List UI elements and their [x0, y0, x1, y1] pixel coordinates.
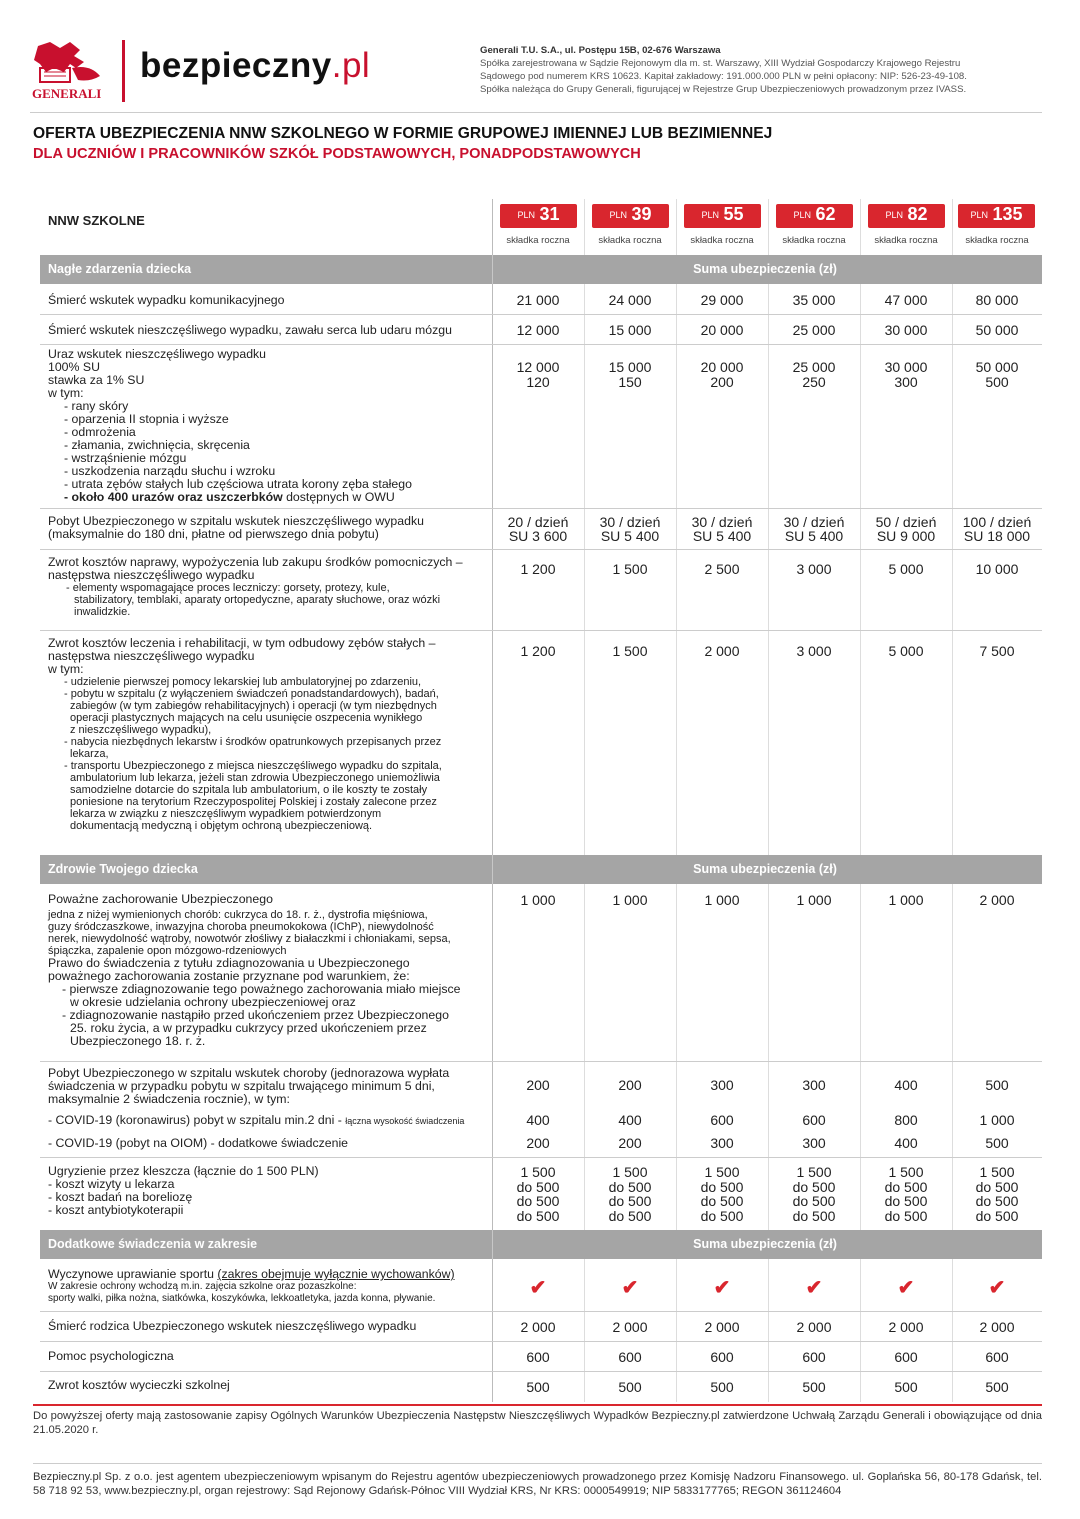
value-cell: 400 [618, 1112, 642, 1128]
row-divider [40, 314, 1042, 315]
offer-subtitle: DLA UCZNIÓW I PRACOWNIKÓW SZKÓŁ PODSTAWOWYCH, PONADPODSTAWOWYCH [33, 146, 641, 162]
row-label: Śmierć rodzica Ubezpieczonego wskutek nieszczęśliwego wypadku [48, 1319, 417, 1333]
row-label: Zwrot kosztów wycieczki szkolnej [48, 1378, 230, 1392]
footer-legal: Bezpieczny.pl Sp. z o.o. jest agentem ubezpieczeniowym wpisanym do Rejestru agentów ubezpieczeniowych prowadzonego przez Komisję Nadzoru Finansowego. ul. Goplańska 56, 80-178 Gdańsk, tel. 58 718 92 53, www.bezpieczny.pl, organ rejestrowy: Sąd Rejonowy Gdańsk-Północ VIII Wydział KRS, Nr KRS: 0000549919; NIP 5833177765; REGON 361124604 [33, 1471, 1042, 1497]
value-cell: 2 000 [704, 643, 740, 659]
value-cell: 21 000 [516, 292, 560, 308]
value-cell: 1 500 do 500 do 500 do 500 [608, 1164, 652, 1224]
value-cell: 25 000 [792, 322, 836, 338]
value-cell: 400 [894, 1135, 918, 1151]
value-cell: 25 000 250 [792, 359, 836, 390]
coverage-table [40, 199, 1042, 1402]
value-cell: 30 / dzień SU 5 400 [691, 514, 753, 544]
logo-divider [122, 40, 125, 102]
value-cell: 500 [985, 1135, 1009, 1151]
row-divider [40, 1311, 1042, 1312]
value-cell: 600 [802, 1112, 826, 1128]
value-cell: 2 000 [979, 1319, 1015, 1335]
value-cell: 1 200 [520, 643, 556, 659]
value-cell: 1 500 do 500 do 500 do 500 [516, 1164, 560, 1224]
plan-price-badge: PLN 82 [868, 204, 945, 228]
value-cell: 1 200 [520, 561, 556, 577]
value-cell: 100 / dzień SU 18 000 [962, 514, 1032, 544]
value-cell: 15 000 [608, 322, 652, 338]
value-cell: 600 [618, 1349, 642, 1365]
plan-sub-label: składka roczna [965, 235, 1029, 246]
value-cell: 35 000 [792, 292, 836, 308]
row-label: Pomoc psychologiczna [48, 1349, 174, 1363]
row-label-injury: Uraz wskutek nieszczęśliwego wypadku 100% SU stawka za 1% SU w tym: - rany skóry - oparzenia II stopnia i wyższe - odmrożenia - złamania, zwichnięcia, skręcenia - wstrząśnienie mózgu - uszkodzenia narządu słuchu i wzroku - utrata zębów stałych lub częściowa utrata korony zęba stałego - około 400 urazów oraz uszczerbków dostępnych w OWU [48, 347, 412, 504]
value-cell: 80 000 [975, 292, 1019, 308]
row-divider [40, 1061, 1042, 1062]
footnote: Do powyższej oferty mają zastosowanie zapisy Ogólnych Warunków Ubezpieczenia Następstw Nieszczęśliwych Wypadków Bezpieczny.pl zatwierdzone Uchwałą Zarządu Generali i obowiązujące od dnia 21.05.2020 r. [33, 1410, 1042, 1436]
value-cell: 20 / dzień SU 3 600 [507, 514, 569, 544]
plan-price-badge: PLN 62 [776, 204, 853, 228]
row-divider [40, 1157, 1042, 1158]
company-info: Generali T.U. S.A., ul. Postępu 15B, 02-676 Warszawa Spółka zarejestrowana w Sądzie Rejonowym dla m. st. Warszawy, XIII Wydział Gospodarczy Krajowego Rejestru Sądowego pod numerem KRS 10623. Kapitał zakładowy: 191.000.000 PLN w pełni opłacony: NIP: 526-23-49-108. Spółka należąca do Grupy Generali, figurującej w Rejestrze Grup Ubezpieczeniowych prowadzonym przez IVASS. [480, 45, 967, 95]
value-cell: 1 500 do 500 do 500 do 500 [792, 1164, 836, 1224]
value-cell: 500 [710, 1379, 734, 1395]
value-cell: 50 / dzień SU 9 000 [875, 514, 937, 544]
brand-logo: bezpieczny.pl [140, 46, 371, 85]
value-cell: 7 500 [979, 643, 1015, 659]
plan-sub-label: składka roczna [690, 235, 754, 246]
check-icon: ✔ [805, 1277, 823, 1299]
footer-divider [33, 1463, 1042, 1464]
offer-title: OFERTA UBEZPIECZENIA NNW SZKOLNEGO W FORMIE GRUPOWEJ IMIENNEJ LUB BEZIMIENNEJ [33, 125, 773, 142]
plan-sub-label: składka roczna [598, 235, 662, 246]
value-cell: 15 000 150 [608, 359, 652, 390]
plan-sub-label: składka roczna [506, 235, 570, 246]
value-cell: 1 000 [704, 892, 740, 908]
nnw-label: NNW SZKOLNE [48, 213, 145, 228]
value-cell: 2 000 [520, 1319, 556, 1335]
row-label: Ugryzienie przez kleszcza (łącznie do 1 500 PLN) - koszt wizyty u lekarza - koszt badań na boreliozę - koszt antybiotykoterapii [48, 1164, 319, 1217]
value-cell: 1 000 [979, 1112, 1015, 1128]
value-cell: 20 000 200 [700, 359, 744, 390]
value-cell: 2 500 [704, 561, 740, 577]
value-cell: 1 500 do 500 do 500 do 500 [884, 1164, 928, 1224]
value-cell: 30 / dzień SU 5 400 [783, 514, 845, 544]
value-cell: 200 [526, 1135, 550, 1151]
value-cell: 29 000 [700, 292, 744, 308]
row-label: Zwrot kosztów leczenia i rehabilitacji, w tym odbudowy zębów stałych – następstwa nieszczęśliwego wypadku w tym: - udzielenie pierwszej pomocy lekarskiej lub ambulatoryjnej po zdarzeniu, - pobytu w szpitalu (z wyłączeniem świadczeń ponadstandardowych), badań, zabiegów (w tym zabiegów rehabilitacyjnych) i operacji (w tym niezbędnych operacji plastycznych mających na celu usunięcie oszpecenia wynikłego z nieszczęśliwego wypadku), - nabycia niezbędnych lekarstw i środków opatrunkowych przepisanych przez lekarza, - transportu Ubezpieczonego z miejsca nieszczęśliwego wypadku do szpitala, ambulatorium lub lekarza, jeżeli stan zdrowia Ubezpieczonego uniemożliwia samodzielne dotarcie do szpitala lub ambulatorium, o ile koszty te zostały poniesione na terytorium Rzeczypospolitej Polskiej i zostały zalecone przez lekarza w związku z nieszczęśliwym wypadkiem potwierdzonym dokumentacją medyczną i objętym ochroną ubezpieczeniową. [48, 636, 442, 832]
value-cell: 1 500 [612, 561, 648, 577]
check-icon: ✔ [529, 1277, 547, 1299]
check-icon: ✔ [621, 1277, 639, 1299]
value-cell: 600 [526, 1349, 550, 1365]
row-divider [40, 630, 1042, 631]
table-bottom-rule [33, 1404, 1042, 1406]
value-cell: 10 000 [975, 561, 1019, 577]
value-cell: 2 000 [704, 1319, 740, 1335]
row-label: Poważne zachorowanie Ubezpieczonego jedna z niżej wymienionych chorób: cukrzyca do 18. r. ż., dystrofia mięśniowa, guzy śródczaszkowe, inwazyjna choroba pneumokokowa (IChP), niewydolność nerek, niewydolność wątroby, nowotwór złośliwy z białaczkmi i chłoniakami, sepsa, śpiączka, zapalenie opon mózgowo-rdzeniowych Prawo do świadczenia z tytułu zdiagnozowania u Ubezpieczonego poważnego zachorowania zostanie przyznane pod warunkiem, że: - pierwsze zdiagnozowanie tego poważnego zachorowania miało miejsce w okresie udzielania ochrony ubezpieczeniowej oraz - zdiagnozowanie nastąpiło przed ukończeniem przez Ubezpieczonego 25. roku życia, a w przypadku cukrzycy przed ukończeniem przez Ubezpieczonego 18. r. ż. [48, 892, 461, 1048]
value-cell: 300 [710, 1077, 734, 1093]
value-cell: 500 [802, 1379, 826, 1395]
row-divider [40, 1371, 1042, 1372]
value-cell: 600 [985, 1349, 1009, 1365]
value-cell: 300 [802, 1077, 826, 1093]
value-cell: 1 500 [612, 643, 648, 659]
value-cell: 50 000 500 [975, 359, 1019, 390]
value-cell: 500 [618, 1379, 642, 1395]
value-cell: 200 [526, 1077, 550, 1093]
row-label: Zwrot kosztów naprawy, wypożyczenia lub zakupu środków pomocniczych – następstwa nieszczęśliwego wypadku - elementy wspomagające proces leczniczy: gorsety, protezy, kule, stabilizatory, temblaki, aparaty ortopedyczne, aparaty słuchowe, oraz wózki inwalidzkie. [48, 555, 463, 618]
row-label: Śmierć wskutek wypadku komunikacyjnego [48, 293, 285, 307]
value-cell: 300 [802, 1135, 826, 1151]
value-cell: 600 [894, 1349, 918, 1365]
value-cell: 30 000 300 [884, 359, 928, 390]
section-band: Nagłe zdarzenia dziecka Suma ubezpieczenia (zł) [40, 255, 1042, 284]
plan-price-badge: PLN 39 [592, 204, 669, 228]
row-label: Pobyt Ubezpieczonego w szpitalu wskutek nieszczęśliwego wypadku (maksymalnie do 180 dni, płatne od pierwszego dnia pobytu) [48, 514, 424, 541]
value-cell: 47 000 [884, 292, 928, 308]
row-label: Śmierć wskutek nieszczęśliwego wypadku, zawału serca lub udaru mózgu [48, 323, 452, 337]
value-cell: 1 000 [796, 892, 832, 908]
value-cell: 12 000 120 [516, 359, 560, 390]
value-cell: 20 000 [700, 322, 744, 338]
value-cell: 2 000 [979, 892, 1015, 908]
value-cell: 500 [985, 1379, 1009, 1395]
value-cell: 600 [710, 1349, 734, 1365]
generali-lion-logo [30, 38, 110, 102]
check-icon: ✔ [897, 1277, 915, 1299]
plan-sub-label: składka roczna [782, 235, 846, 246]
value-cell: 24 000 [608, 292, 652, 308]
value-cell: 2 000 [612, 1319, 648, 1335]
value-cell: 5 000 [888, 643, 924, 659]
value-cell: 800 [894, 1112, 918, 1128]
row-label: Wyczynowe uprawianie sportu (zakres obejmuje wyłącznie wychowanków) W zakresie ochrony wchodzą m.in. zajęcia szkolne oraz pozaszkolne: sporty walki, piłka nożna, siatkówka, koszykówka, lekkoatletyka, jazda konna, pływanie. [48, 1267, 455, 1304]
plan-sub-label: składka roczna [874, 235, 938, 246]
value-cell: 50 000 [975, 322, 1019, 338]
value-cell: 500 [985, 1077, 1009, 1093]
row-divider [40, 344, 1042, 345]
row-label-covid-hospital: - COVID-19 (koronawirus) pobyt w szpitalu min.2 dni - łączna wysokość świadczenia [48, 1113, 465, 1127]
value-cell: 30 / dzień SU 5 400 [599, 514, 661, 544]
row-label-covid-icu: - COVID-19 (pobyt na OIOM) - dodatkowe świadczenie [48, 1136, 349, 1150]
value-cell: 2 000 [796, 1319, 832, 1335]
value-cell: 200 [618, 1077, 642, 1093]
section-band: Dodatkowe świadczenia w zakresie Suma ubezpieczenia (zł) [40, 1230, 1042, 1259]
check-icon: ✔ [713, 1277, 731, 1299]
generali-logo-text: GENERALI [32, 86, 102, 101]
check-icon: ✔ [988, 1277, 1006, 1299]
value-cell: 1 000 [520, 892, 556, 908]
row-divider [40, 549, 1042, 550]
plan-price-badge: PLN 31 [500, 204, 577, 228]
plan-price-badge: PLN 135 [958, 204, 1035, 228]
value-cell: 3 000 [796, 643, 832, 659]
value-cell: 600 [710, 1112, 734, 1128]
value-cell: 1 000 [612, 892, 648, 908]
row-label: Pobyt Ubezpieczonego w szpitalu wskutek choroby (jednorazowa wypłata świadczenia w przypadku pobytu w szpitalu trwającego minimum 5 dni, maksymalnie 2 świadczenia rocznie), w tym: [48, 1066, 450, 1106]
value-cell: 2 000 [888, 1319, 924, 1335]
value-cell: 200 [618, 1135, 642, 1151]
value-cell: 5 000 [888, 561, 924, 577]
value-cell: 400 [894, 1077, 918, 1093]
plan-price-badge: PLN 55 [684, 204, 761, 228]
value-cell: 1 500 do 500 do 500 do 500 [700, 1164, 744, 1224]
value-cell: 12 000 [516, 322, 560, 338]
value-cell: 500 [894, 1379, 918, 1395]
value-cell: 30 000 [884, 322, 928, 338]
row-divider [40, 508, 1042, 509]
row-divider [40, 1341, 1042, 1342]
value-cell: 1 500 do 500 do 500 do 500 [975, 1164, 1019, 1224]
section-band: Zdrowie Twojego dziecka Suma ubezpieczenia (zł) [40, 855, 1042, 884]
value-cell: 1 000 [888, 892, 924, 908]
value-cell: 300 [710, 1135, 734, 1151]
value-cell: 3 000 [796, 561, 832, 577]
value-cell: 400 [526, 1112, 550, 1128]
value-cell: 600 [802, 1349, 826, 1365]
value-cell: 500 [526, 1379, 550, 1395]
header-divider [30, 112, 1042, 113]
